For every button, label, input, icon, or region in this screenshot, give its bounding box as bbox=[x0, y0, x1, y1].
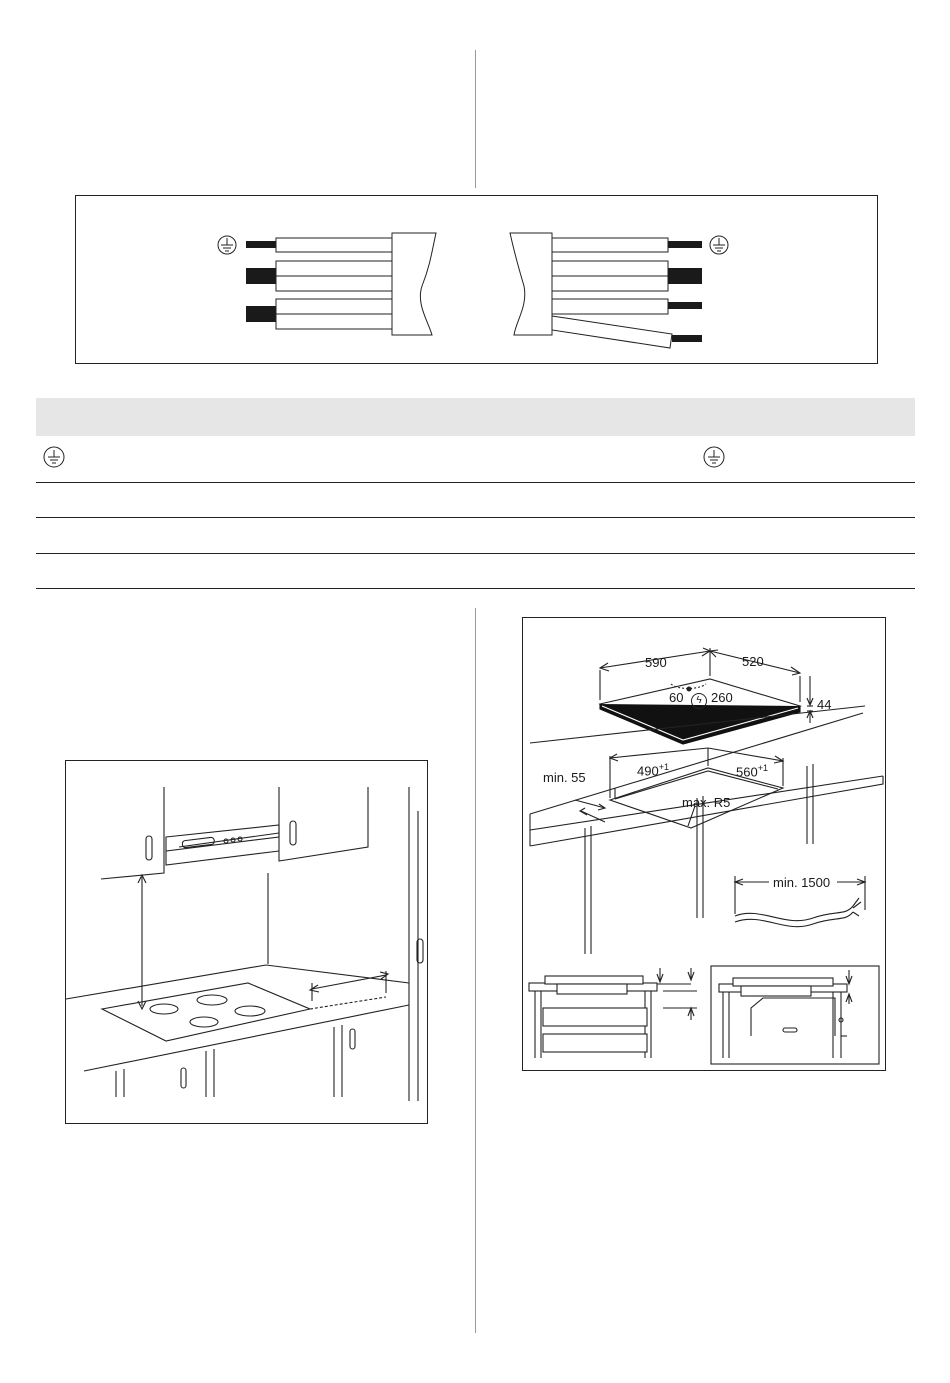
dim-cable-length-label: min. 1500 bbox=[773, 875, 831, 890]
earth-symbol-right-icon bbox=[710, 236, 728, 254]
right-cable-sheath bbox=[510, 233, 552, 335]
left-wire-bundle bbox=[246, 238, 392, 329]
dim-depth-label: 520 bbox=[742, 654, 764, 669]
table-header bbox=[36, 398, 915, 436]
dim-cutout-width-label bbox=[637, 762, 669, 778]
power-connection-icon: ϟ bbox=[691, 693, 707, 709]
right-wire-bundle bbox=[552, 238, 702, 348]
dim-width-label: 590 bbox=[645, 655, 667, 670]
table-row-divider bbox=[36, 588, 915, 589]
dimension-diagram bbox=[523, 618, 887, 1072]
cutout-depth-tolerance: +1 bbox=[757, 763, 768, 773]
dim-conn-distance-label: 260 bbox=[711, 690, 733, 705]
cabinet-handle-left bbox=[146, 836, 152, 860]
column-divider-bottom bbox=[475, 608, 476, 1333]
column-divider-top bbox=[475, 50, 476, 188]
cutout-width-tolerance: +1 bbox=[658, 762, 669, 772]
dim-cutout-depth-label bbox=[736, 763, 768, 779]
dim-height-label: 44 bbox=[817, 697, 832, 712]
dim-conn-offset-label: 60 bbox=[669, 690, 684, 705]
cutout-depth-value: 560 bbox=[736, 764, 758, 780]
dim-min-edge-label: min. 55 bbox=[543, 770, 586, 785]
dim-corner-radius-label: max. R5 bbox=[682, 795, 731, 810]
cutout-width-value: 490 bbox=[637, 763, 659, 779]
cable-diagram bbox=[76, 196, 879, 365]
left-cable-sheath bbox=[392, 233, 436, 335]
earth-symbol-left-icon bbox=[218, 236, 236, 254]
table-row-divider bbox=[36, 482, 915, 483]
kitchen-illustration-frame bbox=[65, 760, 428, 1124]
cabinet-handle-right bbox=[290, 821, 296, 845]
kitchen-illustration bbox=[66, 761, 429, 1125]
table-row-divider bbox=[36, 517, 915, 518]
table-earth-right-icon bbox=[703, 446, 725, 468]
table-row-divider bbox=[36, 553, 915, 554]
dimension-diagram-frame bbox=[522, 617, 886, 1071]
table-earth-left-icon bbox=[43, 446, 65, 468]
cable-diagram-frame bbox=[75, 195, 878, 364]
